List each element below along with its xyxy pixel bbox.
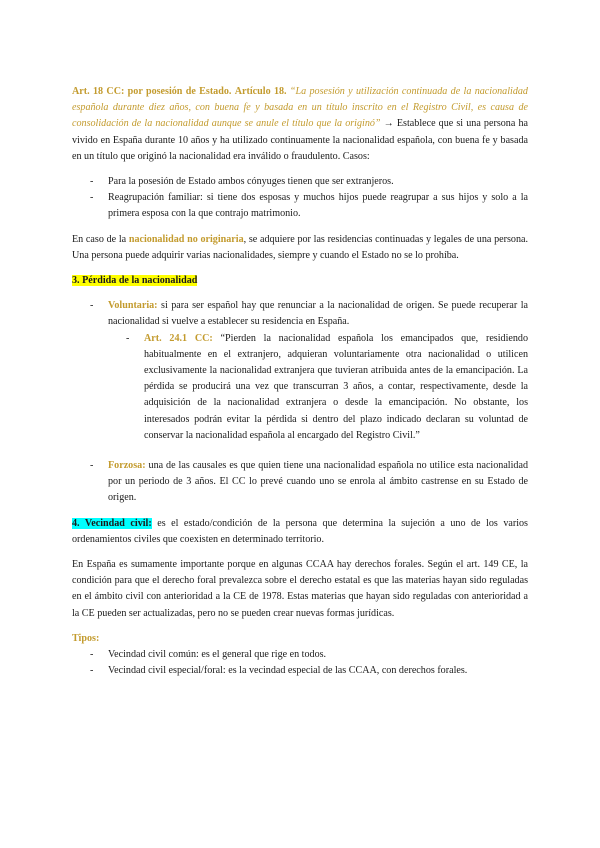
document-page xyxy=(72,84,528,680)
types-heading: Tipos: xyxy=(72,632,100,644)
non-origin-highlight: nacionalidad no originaria xyxy=(128,233,244,245)
list-item: - Reagrupación familiar: si tiene dos esposas y muchos hijos puede reagrupar a sus hijos y solo a la primera esposa con la que contrajo matrimonio. xyxy=(72,190,528,222)
vecindad-heading: 4. Vecindad civil: xyxy=(72,517,152,529)
non-origin-prefix: En caso de la xyxy=(72,233,127,245)
art241-text: “Pierden la nacionalidad española los emancipados que, residiendo habitualmente en el extranjero, adquieran voluntariamente otra nacionalidad o utilicen exclusivamente la nacionalidad extranjera que tuvieran atribuida antes de la emancipación. La pérdida se producirá una vez que transcurran 3 años, a contar, respectivamente, desde la adquisición de la nacionalidad extranjera o desde la emancipación. No obstante, los interesados podrán evitar la pérdida si dentro del plazo indicado declaran su voluntad de conservar la nacionalidad española al encargado del Registro Civil.” xyxy=(144,332,529,441)
vecindad-types-list xyxy=(72,647,528,679)
art18-title: Art. 18 CC: por posesión de Estado. xyxy=(72,86,232,97)
art18-cases-list xyxy=(72,174,528,223)
forzosa-text: una de las causales es que quien tiene una nacionalidad española no utilice esta nacionalidad por un periodo de 3 años. El CC lo prevé cuando uno se enrola al ámbito castrense en su Estado de origen. xyxy=(108,460,528,504)
voluntaria-text: si para ser español hay que renunciar a la nacionalidad de origen. Se puede recuperar la nacionalidad si vuelve a establecer su residencia en España. xyxy=(108,300,528,328)
vecindad-definition-paragraph xyxy=(72,516,528,548)
types-heading-line xyxy=(72,631,528,647)
vecindad-definition: es el estado/condición de la persona que determina la sujeción a uno de los varios ordenamientos civiles que coexisten en determinado territorio. xyxy=(72,517,528,545)
art241-label: Art. 24.1 CC: xyxy=(144,332,213,344)
arrow-glyph: → xyxy=(383,118,394,130)
list-item: - Vecindad civil común: es el general que rige en todos. xyxy=(72,647,528,663)
art18-paragraph xyxy=(72,84,528,165)
vecindad-paragraph: En España es sumamente importante porque en algunas CCAA hay derechos forales. Según el art. 149 CE, la condición para que el derecho foral prevalezca sobre el derecho estatal es que las materias hayan sido reguladas en el ámbito civil con anterioridad a la CE de 1978. Estas materias que hayan sido reguladas con anterioridad a la CE pueden ser actualizadas, pero no se pueden crear nuevas formas jurídicas. xyxy=(72,559,528,619)
list-item-voluntaria xyxy=(72,298,528,444)
loss-heading: 3. Pérdida de la nacionalidad xyxy=(72,275,198,287)
list-item: - Para la posesión de Estado ambos cónyuges tienen que ser extranjeros. xyxy=(72,174,528,190)
list-item-art241 xyxy=(108,331,528,444)
list-item: - Vecindad civil especial/foral: es la vecindad especial de las CCAA, con derechos forales. xyxy=(72,663,528,679)
voluntaria-sublist xyxy=(108,331,528,444)
art18-explanation: Establece que si una persona ha vivido en España durante 10 años y ha utilizado continuamente la nacionalidad española, con buena fe y basada en un título que originó la nacionalidad era inválido o fraudulento. Casos: xyxy=(72,118,528,162)
art18-article-ref: Artículo 18. xyxy=(234,86,287,97)
non-origin-paragraph xyxy=(72,232,528,264)
forzosa-label: Forzosa: xyxy=(108,460,146,472)
loss-types-list xyxy=(72,298,528,506)
art18-quote: “La posesión y utilización continuada de la nacionalidad española durante diez años, con buena fe y basada en un título inscrito en el Registro Civil, es causa de consolidación de la nacionalidad aunque se anule el título que la originó” xyxy=(72,86,528,130)
voluntaria-label: Voluntaria: xyxy=(108,300,158,312)
non-origin-suffix: , se adquiere por las residencias continuadas y legales de una persona. Una persona puede adquirir varias nacionalidades, siempre y cuando el Estado no se lo prohíba. xyxy=(72,233,528,261)
list-item-forzosa xyxy=(72,458,528,507)
loss-heading-line xyxy=(72,273,528,289)
